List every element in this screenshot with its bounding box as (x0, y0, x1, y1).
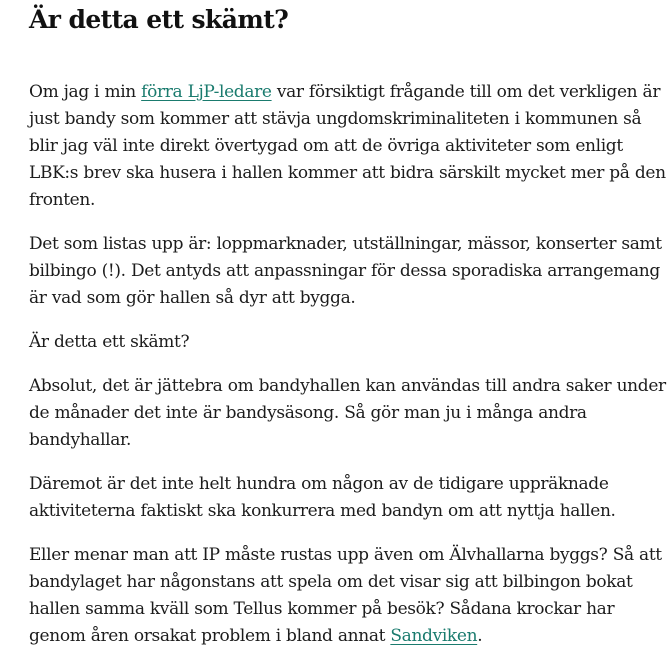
paragraph-3: Är detta ett skämt? (29, 332, 190, 352)
sandviken-link[interactable]: Sandviken (390, 626, 478, 646)
paragraph-5: Däremot är det inte helt hundra om någon av de tidigare uppräknade aktiviteterna faktiskt ska konkurrera med bandyn om att nyttja hallen. (29, 474, 616, 521)
paragraph-1-text-end: var försiktigt frågande till om det verkligen är just bandy som kommer att stävja ungdomskriminaliteten i kommunen så blir jag väl inte direkt övertygad om att de övriga aktiviteter som enligt LBK:s brev ska husera i hallen kommer att bidra särskilt mycket mer på den fronten. (29, 82, 666, 210)
article (29, 0, 669, 650)
paragraph-2: Det som listas upp är: loppmarknader, utställningar, mässor, konserter samt bilbingo (!). Det antyds att anpassningar för dessa sporadiska arrangemang är vad som gör hallen så dyr att bygga. (29, 234, 662, 308)
article-title: Är detta ett skämt? (29, 5, 289, 34)
paragraph-1 (29, 79, 669, 214)
paragraph-6 (29, 542, 669, 650)
paragraph-6-text-end: . (477, 626, 483, 646)
paragraph-4: Absolut, det är jättebra om bandyhallen kan användas till andra saker under de månader det inte är bandysäsong. Så gör man ju i många andra bandyhallar. (29, 376, 666, 450)
previous-editorial-link[interactable]: förra LjP-ledare (141, 82, 272, 102)
paragraph-6-text-start: Eller menar man att IP måste rustas upp även om Älvhallarna byggs? Så att bandylaget har någonstans att spela om det visar sig att bilbingon bokat hallen samma kväll som Tellus kommer på besök? Sådana krockar har genom åren orsakat problem i bland annat (29, 545, 662, 646)
paragraph-1-text-start: Om jag i min (29, 82, 142, 102)
